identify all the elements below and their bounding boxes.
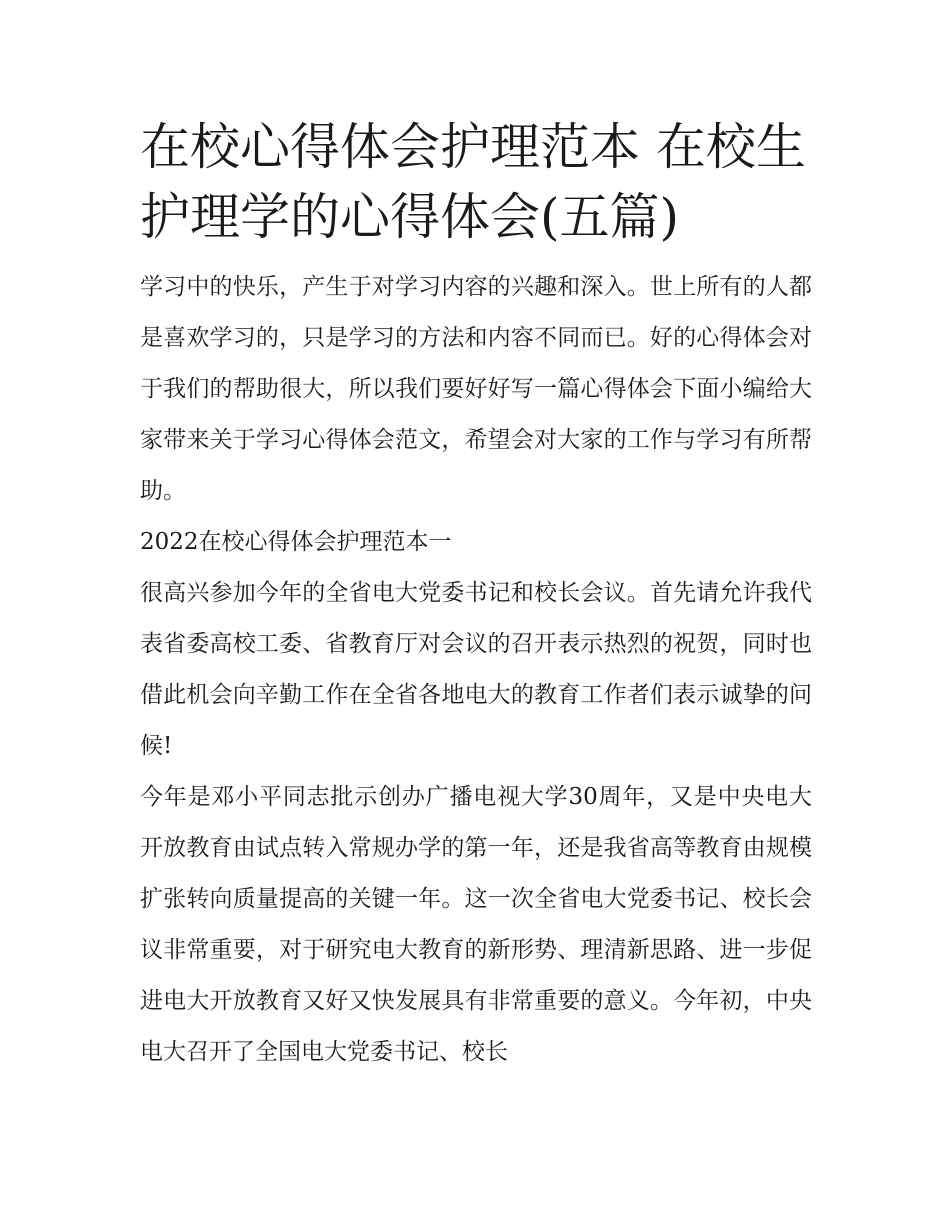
intro-paragraph: 学习中的快乐，产生于对学习内容的兴趣和深入。世上所有的人都是喜欢学习的，只是学习的方法和内容不同而已。好的心得体会对于我们的帮助很大，所以我们要好好写一篇心得体会下面小编给大家带来关于学习心得体会范文，希望会对大家的工作与学习有所帮助。 <box>140 274 812 504</box>
document-body <box>140 112 812 1078</box>
body-paragraph: 很高兴参加今年的全省电大党委书记和校长会议。首先请允许我代表省委高校工委、省教育厅对会议的召开表示热烈的祝贺，同时也借此机会向辛勤工作在全省各地电大的教育工作者们表示诚挚的问候! <box>140 580 812 759</box>
document-title: 在校心得体会护理范本 在校生护理学的心得体会(五篇) <box>140 118 806 246</box>
section-heading: 2022在校心得体会护理范本一 <box>140 529 452 555</box>
body-paragraph: 今年是邓小平同志批示创办广播电视大学30周年，又是中央电大开放教育由试点转入常规办学的第一年，还是我省高等教育由规模扩张转向质量提高的关键一年。这一次全省电大党委书记、校长会议非常重要，对于研究电大教育的新形势、理清新思路、进一步促进电大开放教育又好又快发展具有非常重要的意义。今年初，中央电大召开了全国电大党委书记、校长 <box>140 784 812 1065</box>
